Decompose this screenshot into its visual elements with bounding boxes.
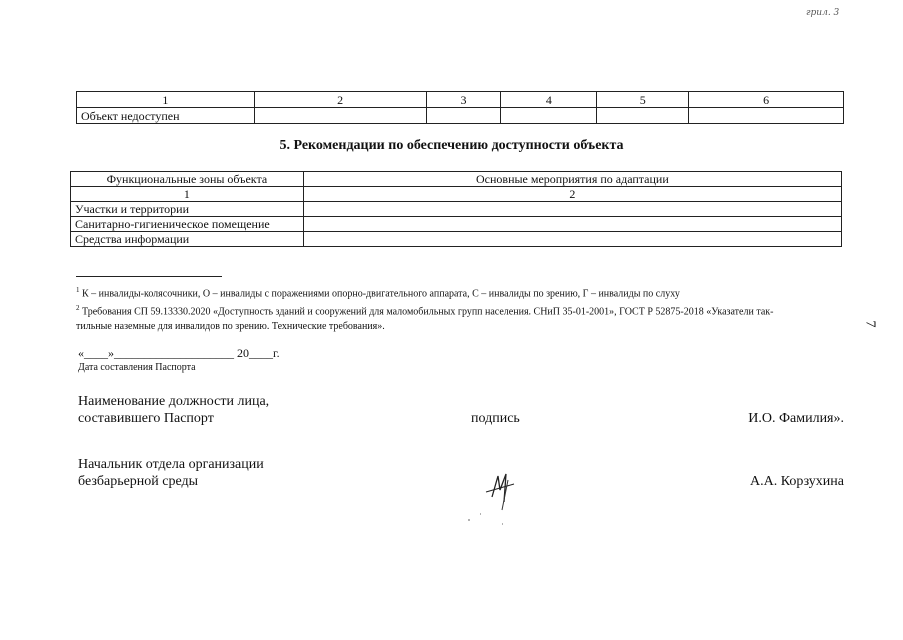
col-num-3: 3: [426, 92, 501, 108]
col-num-6: 6: [689, 92, 844, 108]
table-recommendations: [70, 171, 842, 247]
footnote-2: [76, 301, 856, 334]
row-label-territories: Участки и территории: [71, 202, 304, 217]
header-functional-zones: Функциональные зоны объекта: [71, 172, 304, 187]
table-cell: [303, 232, 841, 247]
signer-name: А.А. Корзухина: [750, 474, 844, 489]
table-cell: [501, 108, 597, 124]
footnote-separator: [76, 276, 222, 277]
table-row: [71, 202, 842, 217]
table-header-row: [77, 92, 844, 108]
table-cell: [303, 202, 841, 217]
table-header-row: [71, 172, 842, 187]
table-row: [71, 217, 842, 232]
col-num-2: 2: [303, 187, 841, 202]
col-num-1: 1: [71, 187, 304, 202]
date-template: «____»____________________ 20____г.: [78, 346, 280, 360]
position-line-1: Наименование должности лица,: [78, 394, 270, 409]
col-num-2: 2: [254, 92, 426, 108]
position-line-1: Начальник отдела организации: [78, 457, 264, 472]
table-number-row: [71, 187, 842, 202]
col-num-1: 1: [77, 92, 255, 108]
table-cell: [426, 108, 501, 124]
footnote-1-text: К – инвалиды-колясочники, О – инвалиды с поражениями опорно-двигательного аппарата, С – инвалиды по зрению, Г – инвалиды по слуху: [82, 288, 680, 300]
table-row: [77, 108, 844, 124]
position-line-2: безбарьерной среды: [78, 474, 199, 489]
table-cell: [303, 217, 841, 232]
table-row: [71, 232, 842, 247]
position-title-1: [78, 393, 269, 427]
footnote-2-mark: 2: [76, 304, 80, 312]
table-accessibility-top: [76, 91, 844, 124]
handwritten-signature: [462, 462, 542, 532]
page-number: 7: [862, 320, 878, 328]
footnote-2-line1: Требования СП 59.13330.2020 «Доступность зданий и сооружений для маломобильных групп населения. СНиП 35-01-2001», ГОСТ Р 52875-2018 «Указатели так-: [82, 306, 774, 318]
table-cell: [597, 108, 689, 124]
corner-note: грил. 3: [806, 8, 840, 18]
signature-label: подпись: [471, 411, 520, 426]
footnote-2-line2: тильные наземные для инвалидов по зрению. Технические требования».: [76, 321, 385, 333]
table-cell: [254, 108, 426, 124]
section-title: 5. Рекомендации по обеспечению доступности объекта: [279, 138, 624, 153]
signer-name-placeholder: И.О. Фамилия».: [748, 411, 844, 426]
row-label-object-inaccessible: Объект недоступен: [77, 108, 255, 124]
row-label-information-means: Средства информации: [71, 232, 304, 247]
table-cell: [689, 108, 844, 124]
position-title-2: [78, 456, 264, 490]
date-label: Дата составления Паспорта: [78, 362, 196, 373]
header-adaptation-measures: Основные мероприятия по адаптации: [303, 172, 841, 187]
footnote-1: [76, 283, 846, 301]
row-label-sanitary-room: Санитарно-гигиеническое помещение: [71, 217, 304, 232]
footnote-1-mark: 1: [76, 286, 80, 294]
position-line-2: составившего Паспорт: [78, 411, 214, 426]
col-num-4: 4: [501, 92, 597, 108]
col-num-5: 5: [597, 92, 689, 108]
